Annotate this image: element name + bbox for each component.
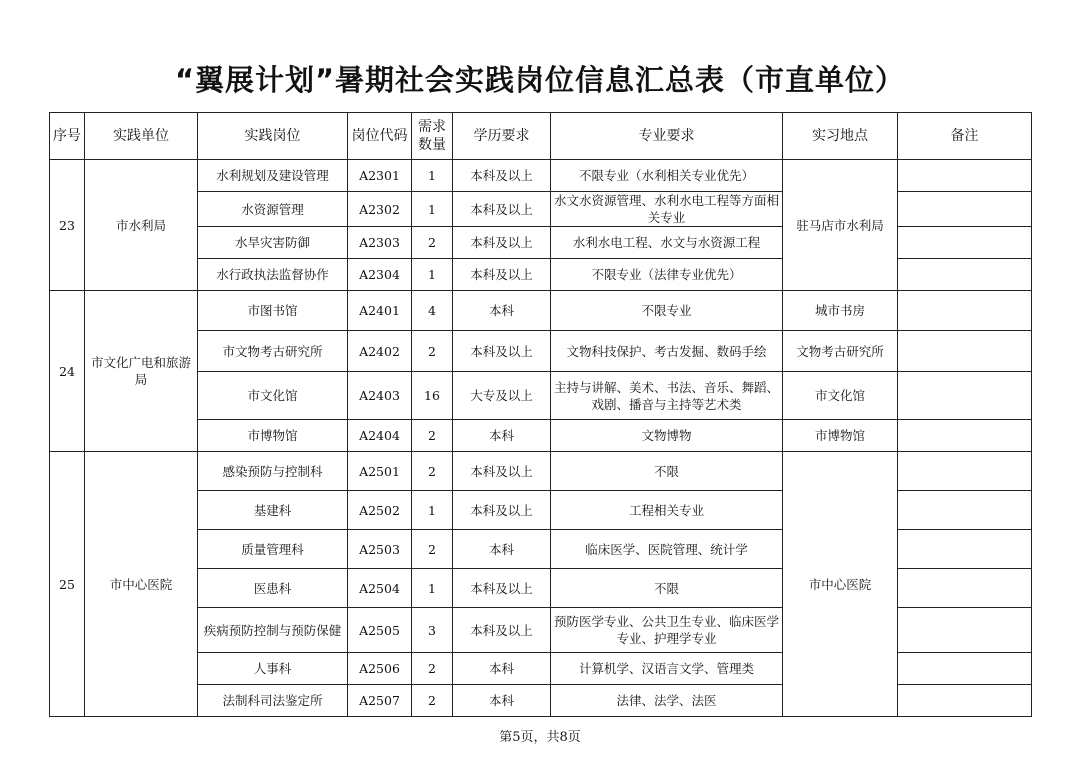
header-edu: 学历要求 xyxy=(453,113,551,160)
code-cell: A2503 xyxy=(348,530,412,569)
code-cell: A2505 xyxy=(348,608,412,653)
header-count: 需求数量 xyxy=(412,113,453,160)
count-cell: 2 xyxy=(412,530,453,569)
code-cell: A2301 xyxy=(348,160,412,192)
header-unit: 实践单位 xyxy=(85,113,198,160)
position-cell: 质量管理科 xyxy=(198,530,348,569)
edu-cell: 大专及以上 xyxy=(453,372,551,420)
position-cell: 疾病预防控制与预防保健 xyxy=(198,608,348,653)
remark-cell xyxy=(898,331,1032,372)
position-cell: 感染预防与控制科 xyxy=(198,452,348,491)
count-cell: 2 xyxy=(412,452,453,491)
remark-cell xyxy=(898,491,1032,530)
major-cell: 不限专业（水利相关专业优先） xyxy=(551,160,783,192)
count-cell: 1 xyxy=(412,160,453,192)
remark-cell xyxy=(898,685,1032,717)
location-cell: 文物考古研究所 xyxy=(783,331,898,372)
code-cell: A2506 xyxy=(348,653,412,685)
table-row xyxy=(50,160,1032,192)
edu-cell: 本科 xyxy=(453,653,551,685)
major-cell: 水利水电工程、水文与水资源工程 xyxy=(551,227,783,259)
table-row xyxy=(50,372,1032,420)
unit-cell: 市文化广电和旅游局 xyxy=(85,291,198,452)
remark-cell xyxy=(898,569,1032,608)
edu-cell: 本科 xyxy=(453,291,551,331)
code-cell: A2403 xyxy=(348,372,412,420)
page-title: “翼展计划”暑期社会实践岗位信息汇总表（市直单位） xyxy=(174,63,906,97)
remark-cell xyxy=(898,608,1032,653)
count-cell: 1 xyxy=(412,259,453,291)
page-footer: 第5页，共8页 xyxy=(499,730,581,745)
position-cell: 医患科 xyxy=(198,569,348,608)
count-cell: 1 xyxy=(412,192,453,227)
edu-cell: 本科 xyxy=(453,530,551,569)
remark-cell xyxy=(898,420,1032,452)
table-row xyxy=(50,420,1032,452)
code-cell: A2304 xyxy=(348,259,412,291)
count-cell: 1 xyxy=(412,491,453,530)
location-cell: 驻马店市水利局 xyxy=(783,160,898,291)
code-cell: A2401 xyxy=(348,291,412,331)
code-cell: A2502 xyxy=(348,491,412,530)
major-cell: 不限专业（法律专业优先） xyxy=(551,259,783,291)
remark-cell xyxy=(898,372,1032,420)
location-cell: 市博物馆 xyxy=(783,420,898,452)
position-cell: 水资源管理 xyxy=(198,192,348,227)
position-table xyxy=(49,112,1032,717)
header-seq: 序号 xyxy=(50,113,85,160)
seq-cell: 25 xyxy=(50,452,85,717)
major-cell: 主持与讲解、美术、书法、音乐、舞蹈、戏剧、播音与主持等艺术类 xyxy=(551,372,783,420)
count-cell: 2 xyxy=(412,331,453,372)
major-cell: 文物博物 xyxy=(551,420,783,452)
position-cell: 水行政执法监督协作 xyxy=(198,259,348,291)
remark-cell xyxy=(898,192,1032,227)
code-cell: A2501 xyxy=(348,452,412,491)
major-cell: 计算机学、汉语言文学、管理类 xyxy=(551,653,783,685)
position-cell: 市博物馆 xyxy=(198,420,348,452)
position-cell: 人事科 xyxy=(198,653,348,685)
code-cell: A2302 xyxy=(348,192,412,227)
table-row xyxy=(50,331,1032,372)
unit-cell: 市中心医院 xyxy=(85,452,198,717)
count-cell: 2 xyxy=(412,685,453,717)
location-cell: 市文化馆 xyxy=(783,372,898,420)
location-cell: 市中心医院 xyxy=(783,452,898,717)
header-location: 实习地点 xyxy=(783,113,898,160)
edu-cell: 本科及以上 xyxy=(453,227,551,259)
count-cell: 2 xyxy=(412,653,453,685)
major-cell: 不限 xyxy=(551,452,783,491)
header-position: 实践岗位 xyxy=(198,113,348,160)
code-cell: A2303 xyxy=(348,227,412,259)
table-row xyxy=(50,452,1032,491)
edu-cell: 本科及以上 xyxy=(453,569,551,608)
major-cell: 文物科技保护、考古发掘、数码手绘 xyxy=(551,331,783,372)
edu-cell: 本科及以上 xyxy=(453,331,551,372)
edu-cell: 本科及以上 xyxy=(453,452,551,491)
seq-cell: 23 xyxy=(50,160,85,291)
count-cell: 4 xyxy=(412,291,453,331)
count-cell: 2 xyxy=(412,227,453,259)
major-cell: 不限专业 xyxy=(551,291,783,331)
major-cell: 不限 xyxy=(551,569,783,608)
seq-cell: 24 xyxy=(50,291,85,452)
count-cell: 2 xyxy=(412,420,453,452)
position-cell: 法制科司法鉴定所 xyxy=(198,685,348,717)
position-cell: 市文化馆 xyxy=(198,372,348,420)
edu-cell: 本科及以上 xyxy=(453,491,551,530)
table-row xyxy=(50,291,1032,331)
remark-cell xyxy=(898,259,1032,291)
header-code: 岗位代码 xyxy=(348,113,412,160)
unit-cell: 市水利局 xyxy=(85,160,198,291)
position-cell: 市文物考古研究所 xyxy=(198,331,348,372)
major-cell: 水文水资源管理、水利水电工程等方面相关专业 xyxy=(551,192,783,227)
position-cell: 水旱灾害防御 xyxy=(198,227,348,259)
count-cell: 1 xyxy=(412,569,453,608)
header-row xyxy=(50,113,1032,160)
code-cell: A2402 xyxy=(348,331,412,372)
position-cell: 基建科 xyxy=(198,491,348,530)
edu-cell: 本科 xyxy=(453,420,551,452)
remark-cell xyxy=(898,160,1032,192)
edu-cell: 本科及以上 xyxy=(453,192,551,227)
header-major: 专业要求 xyxy=(551,113,783,160)
edu-cell: 本科及以上 xyxy=(453,160,551,192)
code-cell: A2507 xyxy=(348,685,412,717)
major-cell: 预防医学专业、公共卫生专业、临床医学专业、护理学专业 xyxy=(551,608,783,653)
code-cell: A2504 xyxy=(348,569,412,608)
remark-cell xyxy=(898,653,1032,685)
major-cell: 法律、法学、法医 xyxy=(551,685,783,717)
position-cell: 市图书馆 xyxy=(198,291,348,331)
count-cell: 3 xyxy=(412,608,453,653)
edu-cell: 本科及以上 xyxy=(453,259,551,291)
code-cell: A2404 xyxy=(348,420,412,452)
remark-cell xyxy=(898,227,1032,259)
remark-cell xyxy=(898,452,1032,491)
edu-cell: 本科 xyxy=(453,685,551,717)
count-cell: 16 xyxy=(412,372,453,420)
major-cell: 临床医学、医院管理、统计学 xyxy=(551,530,783,569)
remark-cell xyxy=(898,291,1032,331)
edu-cell: 本科及以上 xyxy=(453,608,551,653)
location-cell: 城市书房 xyxy=(783,291,898,331)
position-cell: 水利规划及建设管理 xyxy=(198,160,348,192)
header-remark: 备注 xyxy=(898,113,1032,160)
remark-cell xyxy=(898,530,1032,569)
major-cell: 工程相关专业 xyxy=(551,491,783,530)
